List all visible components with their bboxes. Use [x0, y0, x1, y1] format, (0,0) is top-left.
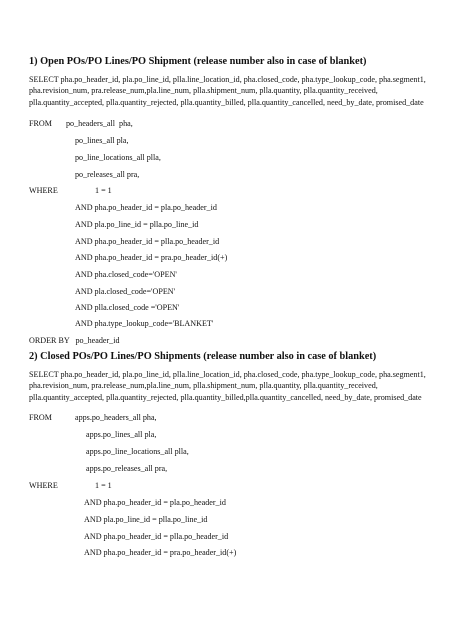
section1-and-condition-6: AND pla.closed_code='OPEN': [75, 287, 176, 296]
section1-where-keyword: WHERE: [29, 186, 58, 195]
section1-where-condition: 1 = 1: [95, 186, 112, 195]
section1-from-table-2: po_lines_all pla,: [75, 136, 129, 145]
section1-select-clause: SELECT pha.po_header_id, pla.po_line_id, plla.line_location_id, pha.closed_code, pha.type_lookup_code, pha.segment1, pha.revision_num, pra.release_num,pla.line_num, plla.shipment_num, plla.quantity, plla.quantity_received, plla.quantity_accepted, plla.quantity_rejected, plla.quantity_billed, plla.quantity_cancelled, need_by_date, promised_date: [29, 75, 426, 107]
section2-where-keyword: WHERE: [29, 481, 58, 490]
section2-from-table-1: apps.po_headers_all pha,: [75, 413, 157, 422]
section2-and-condition-1: AND pha.po_header_id = pla.po_header_id: [84, 498, 226, 507]
section2-from-table-4: apps.po_releases_all pra,: [86, 464, 168, 473]
section1-and-condition-5: AND pha.closed_code='OPEN': [75, 270, 177, 279]
section1-from-table-4: po_releases_all pra,: [75, 170, 140, 179]
section1-and-condition-2: AND pla.po_line_id = plla.po_line_id: [75, 220, 199, 229]
section1-and-condition-1: AND pha.po_header_id = pla.po_header_id: [75, 203, 217, 212]
section2-heading: 2) Closed POs/PO Lines/PO Shipments (release number also in case of blanket): [29, 351, 377, 362]
section2-from-table-3: apps.po_line_locations_all plla,: [86, 447, 189, 456]
section2-and-condition-2: AND pla.po_line_id = plla.po_line_id: [84, 515, 208, 524]
section2-from-keyword: FROM: [29, 413, 52, 422]
section2-and-condition-3: AND pha.po_header_id = plla.po_header_id: [84, 532, 229, 541]
section1-and-condition-3: AND pha.po_header_id = plla.po_header_id: [75, 237, 220, 246]
section1-from-table-3: po_line_locations_all plla,: [75, 153, 161, 162]
section1-from-table-1: po_headers_all pha,: [66, 119, 133, 128]
section1-and-condition-7: AND plla.closed_code ='OPEN': [75, 303, 180, 312]
section1-and-condition-8: AND pha.type_lookup_code='BLANKET': [75, 319, 214, 328]
section1-order-by: ORDER BY po_header_id: [29, 336, 120, 345]
section1-heading: 1) Open POs/PO Lines/PO Shipment (release number also in case of blanket): [29, 56, 367, 67]
section2-from-table-2: apps.po_lines_all pla,: [86, 430, 157, 439]
section2-select-clause: SELECT pha.po_header_id, pla.po_line_id, plla.line_location_id, pha.closed_code, pha.type_lookup_code, pha.segment1, pha.revision_num, pra.release_num,pla.line_num, plla.shipment_num, plla.quantity, plla.quantity_received, plla.quantity_accepted, plla.quantity_rejected, plla.quantity_billed,plla.quantity_cancelled, need_by_date, promised_date: [29, 370, 426, 402]
section1-and-condition-4: AND pha.po_header_id = pra.po_header_id(+): [75, 253, 228, 262]
section1-from-keyword: FROM: [29, 119, 52, 128]
section2-where-condition: 1 = 1: [95, 481, 112, 490]
section2-and-condition-4: AND pha.po_header_id = pra.po_header_id(+): [84, 548, 237, 557]
